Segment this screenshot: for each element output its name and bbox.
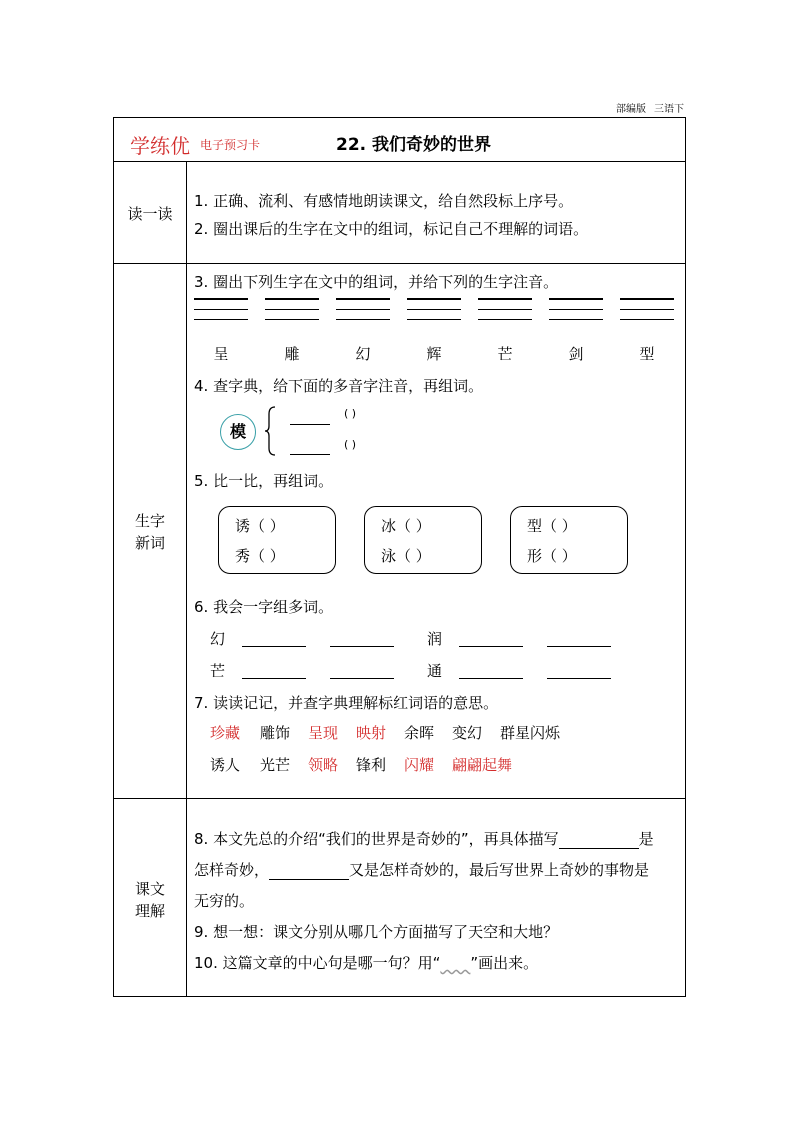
task-8-line3: 无穷的。 (194, 892, 255, 910)
polyphone-pinyin-paren[interactable]: ( ) (344, 438, 357, 451)
compare-item[interactable]: 型（ ） (527, 517, 577, 535)
wavy-line-sample (440, 954, 470, 972)
grade-text: 三语下 (654, 104, 684, 115)
lesson-title: 22. 我们奇妙的世界 (336, 135, 492, 155)
column-divider (186, 161, 187, 996)
answer-blank[interactable] (269, 861, 349, 880)
vocab-word: 闪耀 (404, 756, 435, 774)
vocab-word: 翩翩起舞 (452, 756, 513, 774)
vocab-word: 群星闪烁 (500, 724, 561, 742)
section-comprehension: 课文 理解 (134, 880, 165, 920)
section-read: 读一读 (127, 205, 173, 223)
brand-logo: 学练优 (130, 134, 190, 158)
compare-box (510, 506, 628, 574)
polyphone-word-blank[interactable] (290, 454, 330, 455)
compare-item[interactable]: 诱（ ） (235, 517, 285, 535)
pinyin-lines[interactable] (194, 298, 248, 329)
zhuyin-char: 剑 (568, 345, 584, 363)
word-blank[interactable] (459, 646, 523, 647)
word-blank[interactable] (330, 678, 394, 679)
row-divider (114, 161, 685, 162)
compare-item[interactable]: 泳（ ） (381, 547, 431, 565)
zhuyin-char: 芒 (497, 345, 513, 363)
task-10: 10. 这篇文章的中心句是哪一句？用“ ”画出来。 (194, 954, 539, 972)
word-blank[interactable] (242, 678, 306, 679)
task-7: 7. 读读记记，并查字典理解标红词语的意思。 (194, 694, 499, 712)
edition-text: 部编版 (616, 104, 646, 115)
compare-item[interactable]: 形（ ） (527, 547, 577, 565)
pinyin-lines[interactable] (478, 298, 532, 329)
vocab-word: 领略 (308, 756, 339, 774)
vocab-word: 变幻 (452, 724, 483, 742)
brace-icon (264, 406, 276, 456)
task-8-line2: 怎样奇妙， 又是怎样奇妙的，最后写世界上奇妙的事物是 (194, 861, 650, 879)
task-9: 9. 想一想：课文分别从哪几个方面描写了天空和大地？ (194, 923, 559, 941)
polyphone-pinyin-paren[interactable]: ( ) (344, 407, 357, 420)
vocab-word: 雕饰 (260, 724, 291, 742)
multi-word-char: 润 (427, 630, 443, 648)
task-2: 2. 圈出课后的生字在文中的组词，标记自己不理解的词语。 (194, 220, 589, 238)
section-vocab: 生字 新词 (134, 512, 165, 552)
vocab-word: 映射 (356, 724, 387, 742)
zhuyin-char: 型 (639, 345, 655, 363)
compare-item[interactable]: 冰（ ） (381, 517, 431, 535)
zhuyin-char: 幻 (355, 345, 371, 363)
task-5: 5. 比一比，再组词。 (194, 472, 334, 490)
zhuyin-char: 雕 (284, 345, 300, 363)
vocab-word: 诱人 (210, 756, 241, 774)
multi-word-char: 通 (427, 662, 443, 680)
task-4: 4. 查字典，给下面的多音字注音，再组词。 (194, 377, 484, 395)
task-1: 1. 正确、流利、有感情地朗读课文，给自然段标上序号。 (194, 192, 574, 210)
word-blank[interactable] (547, 678, 611, 679)
compare-box (218, 506, 336, 574)
word-blank[interactable] (547, 646, 611, 647)
word-blank[interactable] (242, 646, 306, 647)
vocab-word: 余晖 (404, 724, 435, 742)
pinyin-lines[interactable] (620, 298, 674, 329)
vocab-word: 锋利 (356, 756, 387, 774)
row-divider (114, 798, 685, 799)
answer-blank[interactable] (559, 830, 639, 849)
polyphone-char-circle: 模 (220, 414, 256, 450)
word-blank[interactable] (330, 646, 394, 647)
vocab-word: 光芒 (260, 756, 291, 774)
preview-card-table (113, 117, 686, 997)
pinyin-lines[interactable] (336, 298, 390, 329)
compare-item[interactable]: 秀（ ） (235, 547, 285, 565)
pinyin-lines[interactable] (407, 298, 461, 329)
row-divider (114, 263, 685, 264)
vocab-word: 呈现 (308, 724, 339, 742)
compare-box (364, 506, 482, 574)
task-6: 6. 我会一字组多词。 (194, 598, 334, 616)
task-3: 3. 圈出下列生字在文中的组词，并给下列的生字注音。 (194, 273, 559, 291)
polyphone-word-blank[interactable] (290, 424, 330, 425)
card-subtitle: 电子预习卡 (200, 138, 261, 152)
multi-word-char: 幻 (210, 630, 226, 648)
pinyin-lines[interactable] (549, 298, 603, 329)
multi-word-char: 芒 (210, 662, 226, 680)
task-8: 8. 本文先总的介绍“我们的世界是奇妙的”，再具体描写 是 (194, 830, 654, 848)
edition-label (608, 100, 684, 115)
pinyin-lines[interactable] (265, 298, 319, 329)
vocab-word: 珍藏 (210, 724, 241, 742)
word-blank[interactable] (459, 678, 523, 679)
zhuyin-char: 辉 (426, 345, 442, 363)
zhuyin-char: 呈 (213, 345, 229, 363)
